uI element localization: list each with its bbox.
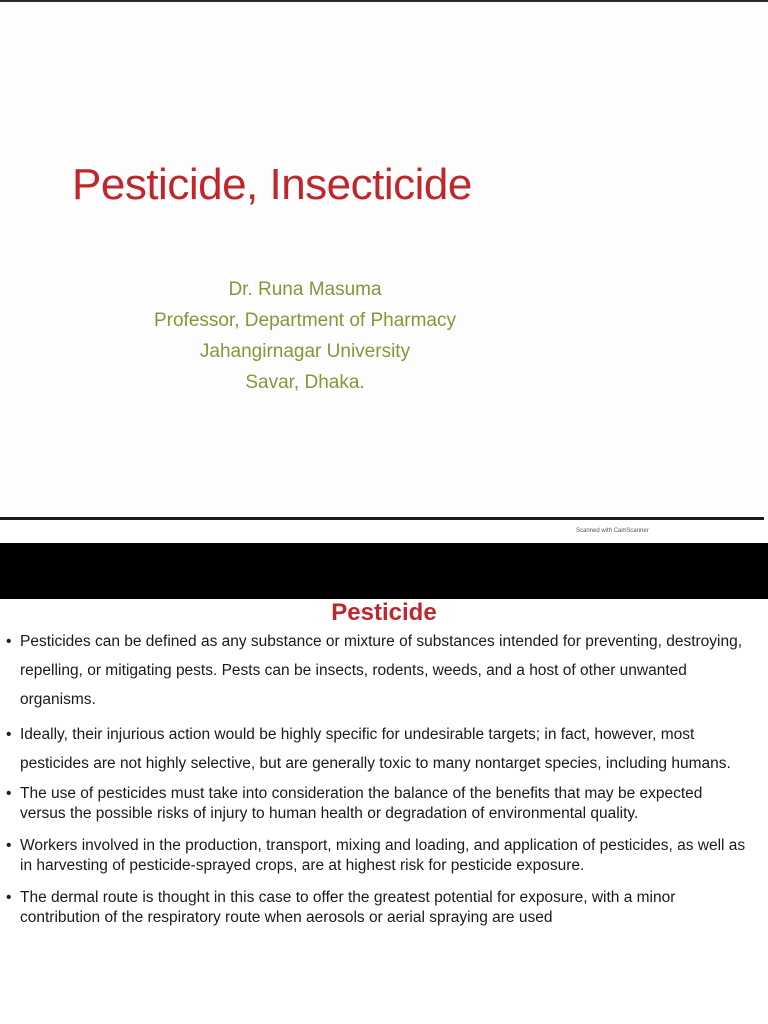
bullet-icon: • bbox=[6, 633, 12, 650]
bullet-icon: • bbox=[6, 785, 12, 802]
bullet-icon: • bbox=[6, 837, 12, 854]
bullet-text: Ideally, their injurious action would be highly specific for undesirable targets; in fact, however, most pesticides are not highly selective, but are generally toxic to many nontarget species, including humans. bbox=[20, 726, 731, 772]
bullet-icon: • bbox=[6, 889, 12, 906]
bullet-text: Workers involved in the production, transport, mixing and loading, and application of pesticides, as well as in harvesting of pesticide-sprayed crops, are at highest risk for pesticide exposure. bbox=[20, 837, 746, 874]
bullet-item bbox=[0, 784, 768, 824]
author-name: Dr. Runa Masuma bbox=[228, 279, 382, 300]
author-location: Savar, Dhaka. bbox=[245, 372, 365, 393]
bullet-icon: • bbox=[6, 726, 12, 743]
bullet-item bbox=[0, 836, 768, 876]
author-block bbox=[100, 274, 510, 398]
author-position: Professor, Department of Pharmacy bbox=[153, 310, 456, 331]
bullet-item bbox=[0, 888, 768, 928]
bullet-list bbox=[0, 627, 768, 940]
title-slide bbox=[0, 2, 768, 517]
content-slide-title: Pesticide bbox=[331, 599, 437, 626]
bullet-item bbox=[0, 627, 768, 714]
bullet-item bbox=[0, 720, 768, 778]
author-university: Jahangirnagar University bbox=[199, 341, 411, 362]
bullet-text: The dermal route is thought in this case to offer the greatest potential for exposure, with a minor contribution of the respiratory route when aerosols or aerial spraying are used bbox=[20, 889, 676, 926]
slide-title: Pesticide, Insecticide bbox=[72, 160, 472, 209]
bullet-text: The use of pesticides must take into consideration the balance of the benefits that may be expected versus the possible risks of injury to human health or degradation of environmental quality. bbox=[20, 785, 703, 822]
bullet-text: Pesticides can be defined as any substance or mixture of substances intended for preventing, destroying, repelling, or mitigating pests. Pests can be insects, rodents, weeds, and a host of other unwanted organisms. bbox=[20, 633, 743, 708]
slide-divider bbox=[0, 517, 764, 520]
content-slide bbox=[0, 599, 768, 1024]
scanner-watermark: Scanned with CamScanner bbox=[576, 528, 649, 534]
slide-header-band bbox=[0, 543, 768, 599]
